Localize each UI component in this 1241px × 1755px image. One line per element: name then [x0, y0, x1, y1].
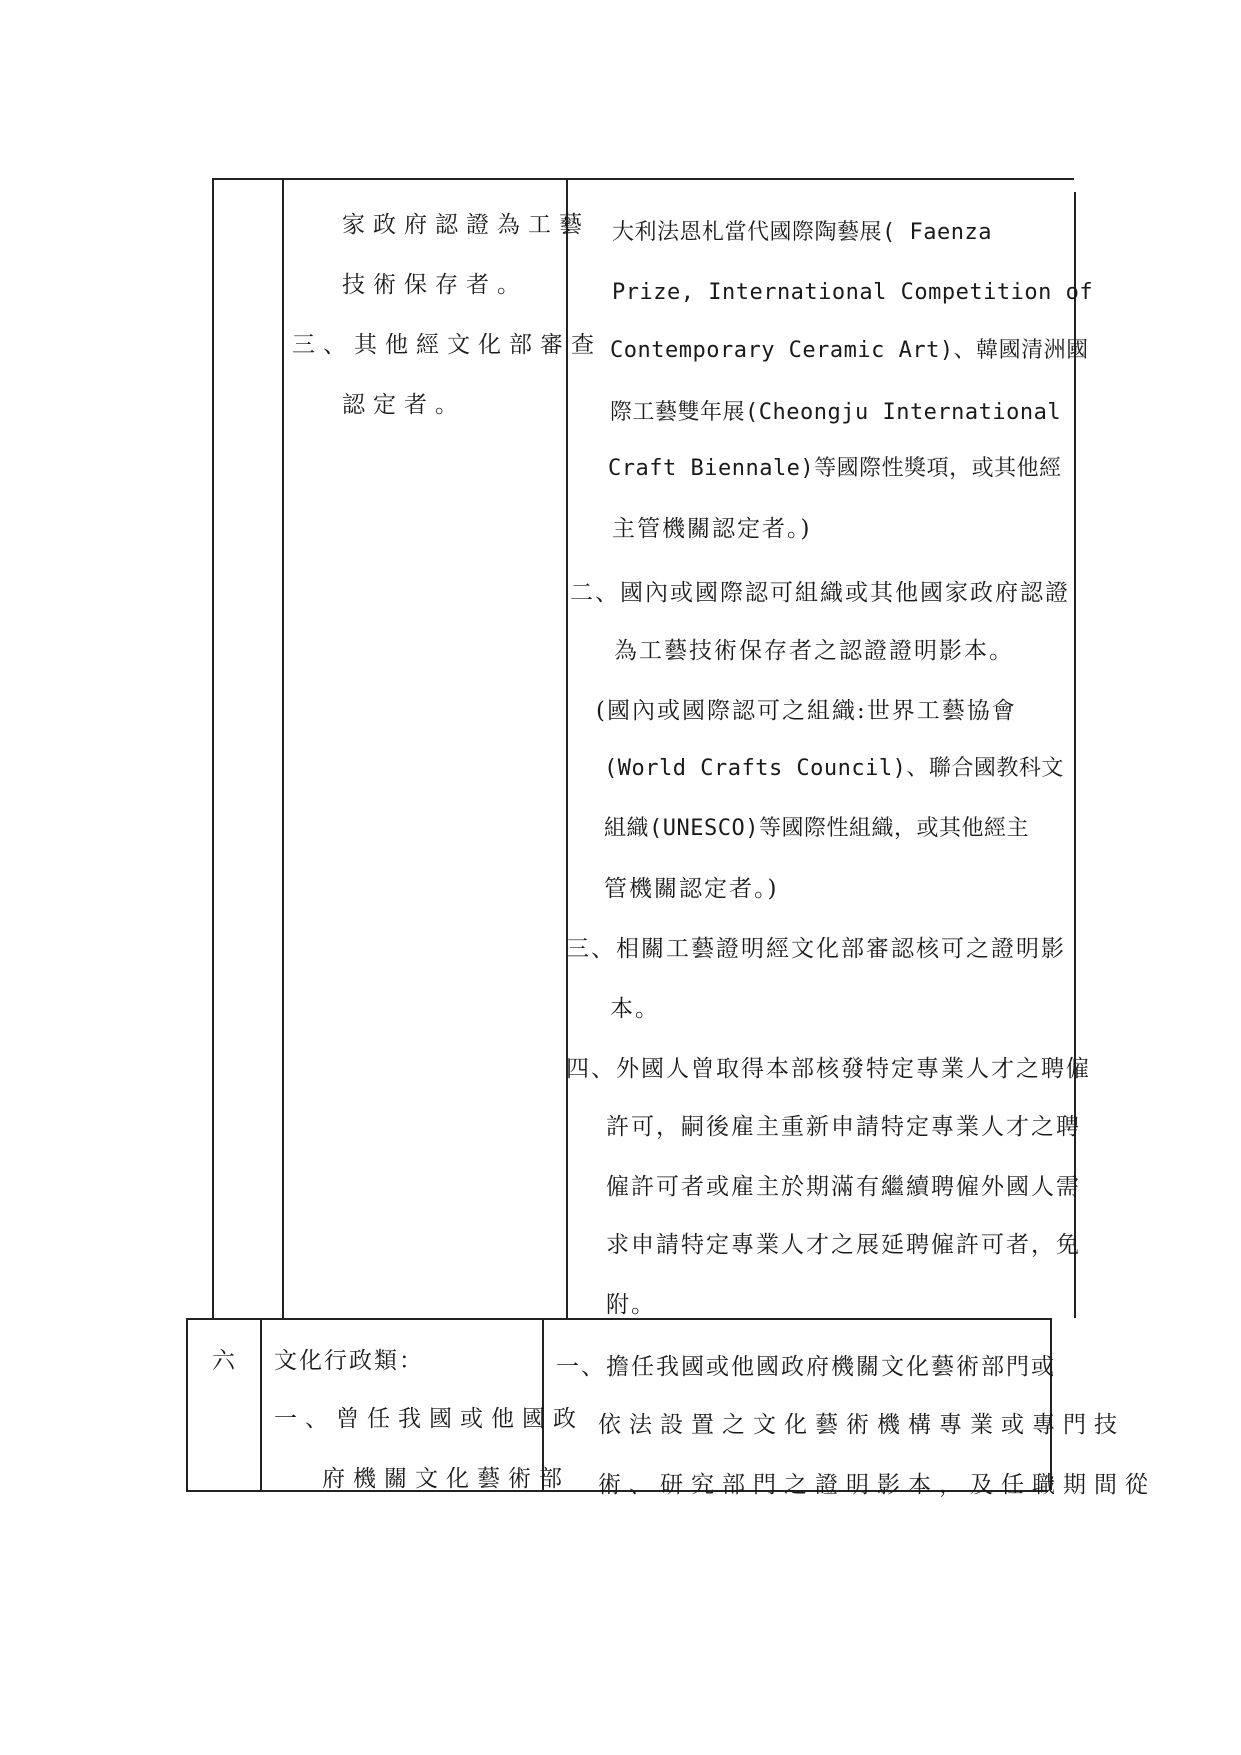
- document-line: 四、外國人曾取得本部核發特定專業人才之聘僱: [566, 1056, 1091, 1082]
- criteria-line: 三、其他經文化部審查: [292, 332, 602, 358]
- column-divider-1-upper: [282, 178, 284, 1318]
- document-line: 為工藝技術保存者之認證證明影本。: [614, 638, 1014, 664]
- document-line: 主管機關認定者。): [612, 516, 812, 542]
- document-line: Craft Biennale)等國際性獎項，或其他經: [608, 456, 1062, 481]
- document-line: 一、擔任我國或他國政府機關文化藝術部門或: [556, 1354, 1056, 1380]
- document-line: (World Crafts Council)、聯合國教科文: [604, 756, 1064, 781]
- document-line: 三、相關工藝證明經文化部審認核可之證明影: [566, 936, 1066, 962]
- document-line: 組織(UNESCO)等國際性組織，或其他經主: [604, 816, 1029, 841]
- document-line: 管機關認定者。): [604, 876, 779, 902]
- table-right-border-lower: [1050, 1318, 1052, 1490]
- document-line: 本。: [610, 996, 660, 1022]
- table-left-border-upper: [212, 178, 214, 1318]
- document-line: 許可，嗣後雇主重新申請特定專業人才之聘: [606, 1114, 1081, 1140]
- document-line: Prize, International Competition of: [612, 280, 1094, 305]
- document-line: 僱許可者或雇主於期滿有繼續聘僱外國人需: [606, 1174, 1081, 1200]
- criteria-line: 一、曾任我國或他國政: [274, 1406, 584, 1432]
- table-top-border: [212, 178, 1074, 180]
- row-number: 六: [212, 1348, 237, 1374]
- document-line: 求申請特定專業人才之展延聘僱許可者，免: [606, 1232, 1081, 1258]
- criteria-line: 文化行政類：: [274, 1348, 424, 1374]
- document-line: 二、國內或國際認可組織或其他國家政府認證: [570, 580, 1070, 606]
- document-line: 術、研究部門之證明影本，及任職期間從: [598, 1472, 1156, 1498]
- document-line: Contemporary Ceramic Art)、韓國清洲國: [610, 338, 1089, 363]
- document-line: (國內或國際認可之組織:世界工藝協會: [596, 698, 1017, 724]
- criteria-line: 認定者。: [342, 392, 466, 418]
- column-divider-1-lower: [260, 1318, 262, 1490]
- criteria-line: 府機關文化藝術部: [322, 1466, 570, 1492]
- document-line: 依法設置之文化藝術機構專業或專門技: [598, 1412, 1125, 1438]
- table-left-border-lower: [186, 1318, 188, 1490]
- document-line: 大利法恩札當代國際陶藝展( Faenza: [612, 220, 992, 245]
- criteria-line: 家政府認證為工藝: [342, 212, 590, 238]
- document-line: 附。: [606, 1292, 656, 1318]
- document-line: 際工藝雙年展(Cheongju International: [610, 400, 1062, 425]
- criteria-line: 技術保存者。: [342, 272, 528, 298]
